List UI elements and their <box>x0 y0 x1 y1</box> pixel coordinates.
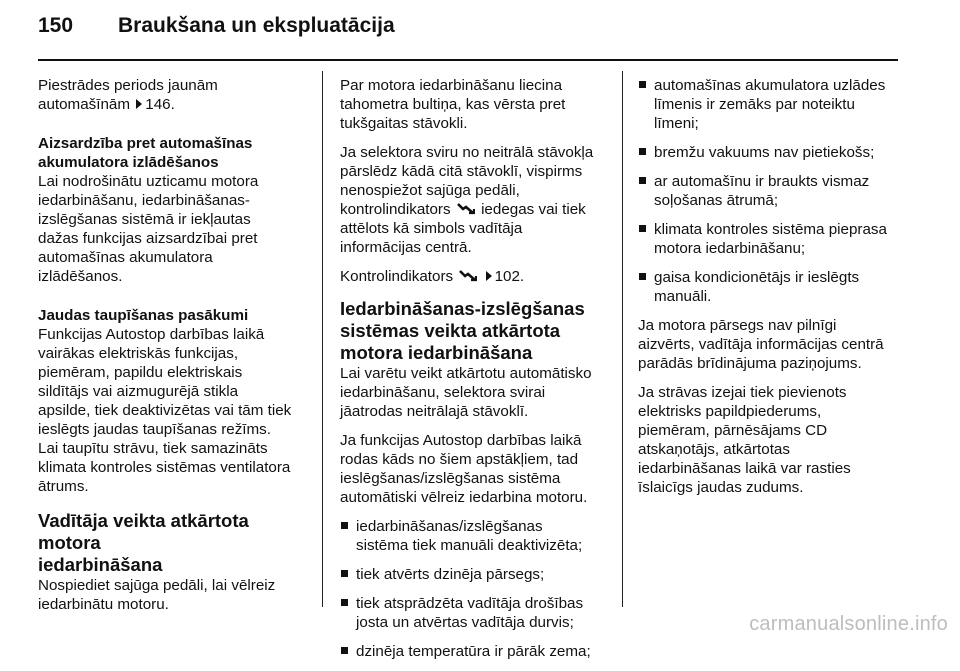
paragraph-selector-lever <box>340 143 612 257</box>
paragraph-break-in <box>38 76 308 114</box>
paragraph-battery-protection: Lai nodrošinātu uzticamu motora iedarbināšanu, iedarbināšanas- izslēgšanas sistēmā ir iekļautas dažas funkcijas aizsardzībai pret automašīnas akumulatora izlādēšanos. <box>38 173 259 285</box>
conditions-list <box>340 517 612 661</box>
paragraph-text: Kontrolindikators <box>340 268 454 285</box>
list-item: dzinēja temperatūra ir pārāk zema; <box>340 642 612 661</box>
page-reference[interactable]: 102. <box>494 268 525 285</box>
paragraph-power-outlet: Ja strāvas izejai tiek pievienots elektrisks papildpiederums, piemēram, pārnēsājams CD atskaņotājs, atkārtotas iedarbināšanas laikā var rasties īslaicīgs jaudas zudums. <box>638 384 851 496</box>
page-reference-arrow-icon <box>136 99 142 109</box>
subheading-battery-protection: Aizsardzība pret automašīnas akumulatora izlādēšanos <box>38 135 253 171</box>
list-item: tiek atsprādzēta vadītāja drošības josta un atvērtas vadītāja durvis; <box>340 594 612 632</box>
paragraph-power-saving: Funkcijas Autostop darbības laikā vairākas elektriskās funkcijas, piemēram, papildu elektriskais sildītājs vai aizmugurējā stikla apsilde, tiek deaktivizētas vai tām tiek ieslēgts jaudas taupīšanas režīms. Lai taupītu strāvu, tiek samazināts klimata kontroles sistēmas ventilatora ātrums. <box>38 326 292 495</box>
header-rule <box>38 59 898 61</box>
subheading-power-saving: Jaudas taupīšanas pasākumi <box>38 307 249 324</box>
autostop-indicator-icon <box>457 202 475 215</box>
column-divider <box>622 71 623 607</box>
column-right <box>638 76 902 507</box>
list-item: automašīnas akumulatora uzlādes līmenis ir zemāks par noteiktu līmeni; <box>638 76 902 133</box>
paragraph-auto-restart: Lai varētu veikt atkārtotu automātisko iedarbināšanu, selektora svirai jāatrodas neitrālajā stāvoklī. <box>340 365 592 420</box>
paragraph-driver-restart: Nospiediet sajūga pedāli, lai vēlreiz iedarbinātu motoru. <box>38 577 276 613</box>
page-number: 150 <box>38 14 74 37</box>
page-reference-arrow-icon <box>486 271 492 281</box>
heading-driver-restart: Vadītāja veikta atkārtota motora iedarbināšana <box>38 510 249 575</box>
list-item: bremžu vakuums nav pietiekošs; <box>638 143 902 162</box>
conditions-list-continued <box>638 76 902 306</box>
list-item: tiek atvērts dzinēja pārsegs; <box>340 565 612 584</box>
list-item: iedarbināšanas/izslēgšanas sistēma tiek manuāli deaktivizēta; <box>340 517 612 555</box>
paragraph-hood-warning: Ja motora pārsegs nav pilnīgi aizvērts, vadītāja informācijas centrā parādās brīdinājuma paziņojums. <box>638 317 884 372</box>
paragraph-conditions: Ja funkcijas Autostop darbības laikā rodas kāds no šiem apstākļiem, tad ieslēgšanas/izslēgšanas sistēma automātiski vēlreiz iedarbina motoru. <box>340 432 588 506</box>
column-divider <box>322 71 323 607</box>
list-item: ar automašīnu ir braukts vismaz soļošanas ātrumā; <box>638 172 902 210</box>
watermark: carmanualsonline.info <box>749 613 948 635</box>
paragraph-indicator-ref <box>340 267 612 286</box>
page-title: Braukšana un ekspluatācija <box>118 14 395 37</box>
page-reference[interactable]: 146. <box>145 96 175 113</box>
column-left <box>38 76 308 624</box>
heading-system-restart: Iedarbināšanas-izslēgšanas sistēmas veikta atkārtota motora iedarbināšana <box>340 298 585 363</box>
column-middle <box>340 76 612 671</box>
paragraph-tachometer: Par motora iedarbināšanu liecina tahometra bultiņa, kas vērsta pret tukšgaitas stāvokli. <box>340 77 566 132</box>
autostop-indicator-icon <box>459 269 477 282</box>
paragraph-text: iedegas vai tiek attēlots kā simbols vadītāja informācijas centrā. <box>340 201 586 256</box>
paragraph-text: Ja selektora sviru no neitrālā stāvokļa pārslēdz kādā citā stāvoklī, vispirms nenospiežot sajūga pedāli, kontrolindikators <box>340 144 594 218</box>
list-item: gaisa kondicionētājs ir ieslēgts manuāli. <box>638 268 902 306</box>
paragraph-text: Piestrādes periods jaunām automašīnām <box>38 77 218 113</box>
list-item: klimata kontroles sistēma pieprasa motora iedarbināšanu; <box>638 220 902 258</box>
